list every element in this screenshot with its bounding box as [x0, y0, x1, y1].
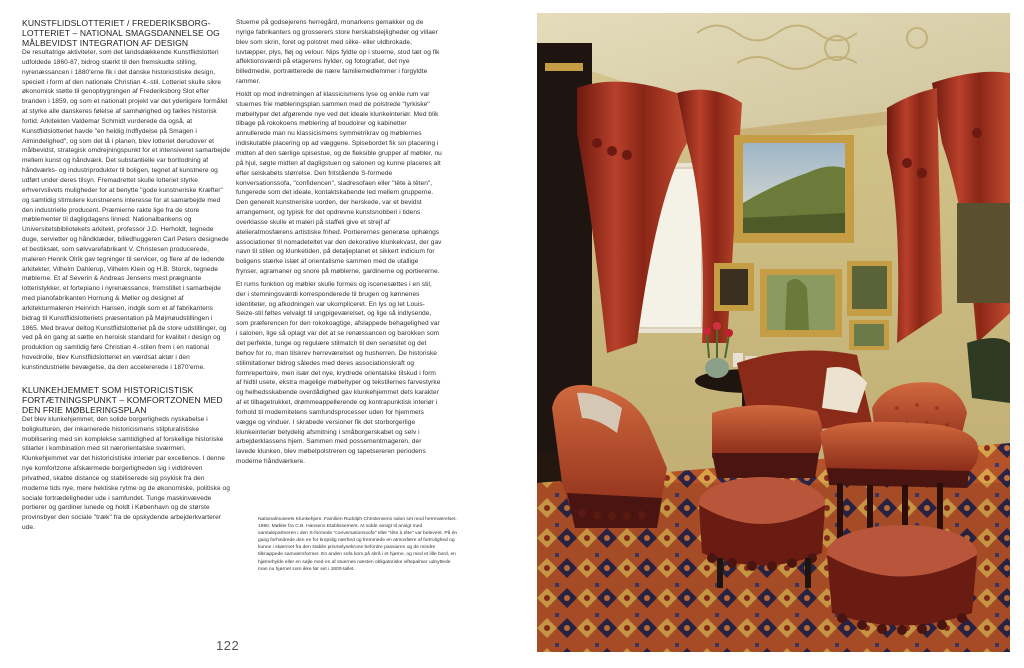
- interior-photo: [537, 13, 1010, 652]
- page-number: 122: [216, 638, 240, 653]
- body-paragraph: De resultatrige aktiviteter, som det landsdækkende Kunstflidslotteri udfoldede 1860-87, bidrog stærkt til den fremskudte stilling, nyrenæssancen i 1880'erne fik i det danske historicistiske design, specielt i form af den nationale Christian 4.-stil. Lotteriet skulle sikre økonomisk støtte til genopbygningen af Frederiksborg Slot efter branden i 1859, og som et nationalt projekt var det yderligere formålet at styrke alle danskeres følelse af samhørighed og fælles historisk fortid. Arkitekten Valdemar Schmidt vurderede da også, at Kunstflidslotteriet havde "en heldig Indflydelse på Smagen i Almindelighed", og som det lå i planen, blev lotteriet derudover et målbevidst, strategisk omdrejningspunkt for et intensiveret samarbejde mellem kunst og håndværk. Det substantielle var bortlodning af håndværks- og industriprodukter til boligen, tegnet af kunstnere og udført under deres tilsyn. Fremadrettet skulle lotteriet styrke erhvervslivets muligheder for at benytte "gode kunstneriske Kræfter" og samtidig stimulere kunstnerens interesse for at samarbejde med den industrielle producent. Præmierne rakte lige fra de store møblementer til dagligdagens linned: Nationalbankens og Universitetsbibliotekets arkitekt, professor J.D. Herholdt, tegnede duge, servietter og håndklæder, billedhuggeren Carl Peters designede et bestiksæt, som sølvvarefabrikant V. Christesen producerede, maleren Henrik Olrik gav tegninger til servicer, og flere af de ledende arkitekter, Vilhelm Dahlerup, Vilhelm Klein og H.B. Storck, tegnede møblerne. Et af Severin & Andreas Jensens mest prægnante lotteristykker, et fortepiano i nyrenæssance, fremstillet i samarbejde med pianofabrikanten Hornung & Møller og designet af arkitekturmaleren Heinrich Hansen, indgik som et af fabrikantens bidrag til Kunstflidslotteriets præsentation på Møjmøudstillingen i 1865. Med bravur deltog Kunstflidslotteriet på de store udstillinger, og ved på én gang at sætte en heroisk standard for kvalitet i design og produktion og samtidig føre Christian 4.-stilen frem i en national hovedrolle, blev Kunstflidslotteriet en værdsat aktør i den kunstindustrielle bevægelse, da den accelererede i 1870'erne.: [22, 49, 231, 371]
- section-heading-kunstflidslotteriet: KUNSTFLIDSLOTTERIET / FREDERIKSBORG-LOTTERIET – NATIONAL SMAGSDANNELSE OG MÅLBEVIDST INTEGRATION AF DESIGN: [22, 18, 220, 48]
- salon-illustration: [537, 13, 1010, 652]
- body-paragraph: Stuerne på godsejerens herregård, monarkens gemakker og de nyrige fabrikanters og grosserers store herskabslejligheder og villaer blev som skrin, foret og polstret med silke- eller uldbrokade, luvtæpper, plys, fløj og velour. Nips fyldte op i stuerne, stod tæt og fik affektionsværdi på etagerens hylder, og fotografiet, det nye billedmedie, portrætterede de nære familiemedlemmer i forgyldte rammer.: [236, 19, 440, 86]
- middle-text-column: [236, 18, 442, 470]
- body-paragraph: Det blev klunkehjemmet, den solide borgerligheds nyskabelse i boligkulturen, der inkarnerede historicismens stilpluralistiske mobilisering med sin komplekse samtidighed af forskellige historiske stilarter i kombination med sit nærorientalske sværmeri. Klunkehjemmet var det historicistiske interiør par excellence. I denne nye komfortzone afskærmede borgerligheden sig i vidtdreven privathed, skabte distance og stabiliserede sig psykisk fra den moderne tids nye, mere hektiske rytme og de økonomiske, politiske og sociale fortrædeligheder ude i samfundet. Tunge maskinvævede portierer og gardiner lunede og holdt i København og de største provinsbyer den sociale "træk" fra de opskydende arbejderkvarterer ude.: [22, 415, 230, 532]
- body-paragraph: Holdt op mod indretningen af klassicismens lyse og enkle rum var stuernes frie møbleringsplan sammen med de polstrede "tyrkiske" møbeltyper det afgørende nye ved det ideale klunkeinteriør. Med blik tilbage på rokokoens møblering af boudoirer og kabinetter annullerede man nu klassicismens symmetrikrav og møblernes indiskutable placering op ad væggene. Spisebordet fik sin placering i midten af den særlige spisestue, og de fleksible grupper af møbler, nu på hjul, søgte midten af dagligstuen og salonen og kunne placeres alt efter selskabets størrelse. Den fritstående S-formede konversationssofa, "confidencen", sladresofaen eller "tête à têten", fungerede som det ideale, kontaktskabende led mellem grupperne. Den generelt kunstneriske uorden, der herskede, var et bevidst arrangement, og typisk for det opdrevne kunstsnobberi i tidens overklasse skulle et maleri på staffeli give et strejf af atelieratmosfærens artistiske frihed. Portierernes generøse ophængs associationer til nomadeteltet var den dekorative klunkekvast, der gav navn til stilen og klunketiden, på detaljeplanet et sikkert indicium for boligens stærke islæt af orientalisme sammen med de utallige frynser, agramaner og snore på møblerne, gardinerne og portiererne.: [236, 90, 442, 276]
- body-paragraph: Et rums funktion og møbler skulle formes og iscenesættes i en stil, der i stemningsværdi korresponderede til brugen og kønnenes identiteter, og afkodningen var ukompliceret. En lys og let Louis-Seize-stil føltes velvalgt til ungpigeværelset, og lige så indlysende, som præferencen for den rokokoagtige, afslappede behagelighed var i salonen, lige så oplagt var det at se renæssancen og barokken som det perfekte, tunge og regulære stilmatch til den seriøsitet og det behov for ro, man tilskrev herreværelset og husherren. De historiske stilimitationer bidrog således med deres associationskraft og formrepertoire, men især det nye, krydrede orientalske tilskud i form af hidtil usete, ekstra magelige møbeltyper og tekstilernes farvestyrke og helhedsskabende overdådighed gav klunkehjemmet dets karakter af et tilbagetrukket, drømmeappellerende og kontrapunktisk interiør i forhold til modernitetens samfundsprocesser uden for hjemmets vægge og vinduer. I skrabede versioner fik det storborgerlige klunkeinteriør betydelig afsmitning i småborgerskabet og selv i arbejderklassens hjem. Sammen med possementmageren, der lavede klunken, blev møbelpolstreren og tapetsereren periodens moderne håndværkere.: [236, 280, 441, 466]
- section-heading-klunkehjemmet: KLUNKEHJEMMET SOM HISTORICISTISK FORTÆTNINGSPUNKT – KOMFORTZONEN MED DEN FRIE MØBLERINGSPLAN: [22, 384, 223, 415]
- left-text-column: [22, 18, 230, 536]
- photo-caption: Nationalmuseets Klunkehjem. Familien Rudolph Christensens salon set mod herreværelset. 1890. Møbler fra C.B. Hansens Etablissement. At sidde ansigt til ansigt med samtalepartneren i den S-formede "conversationssofa" eller "tête à tête" var belevent. På én gang forhindrede den en for kropslig nærhed og fremmede en atmosfære af fortrolighed og kunne i skærmet fra den stabile prismelysekrone befordre passiaren og de mindre tilknappede samværsformer. En anden sofa kom på skrå i et hjørne, og med et lille bord, en hjørnehylde eller en søjle med en af stuernes næsten obligatoriske viftepalmer udnyttede man nu hjørnet som ikke før set i 1800-tallet.: [258, 517, 458, 572]
